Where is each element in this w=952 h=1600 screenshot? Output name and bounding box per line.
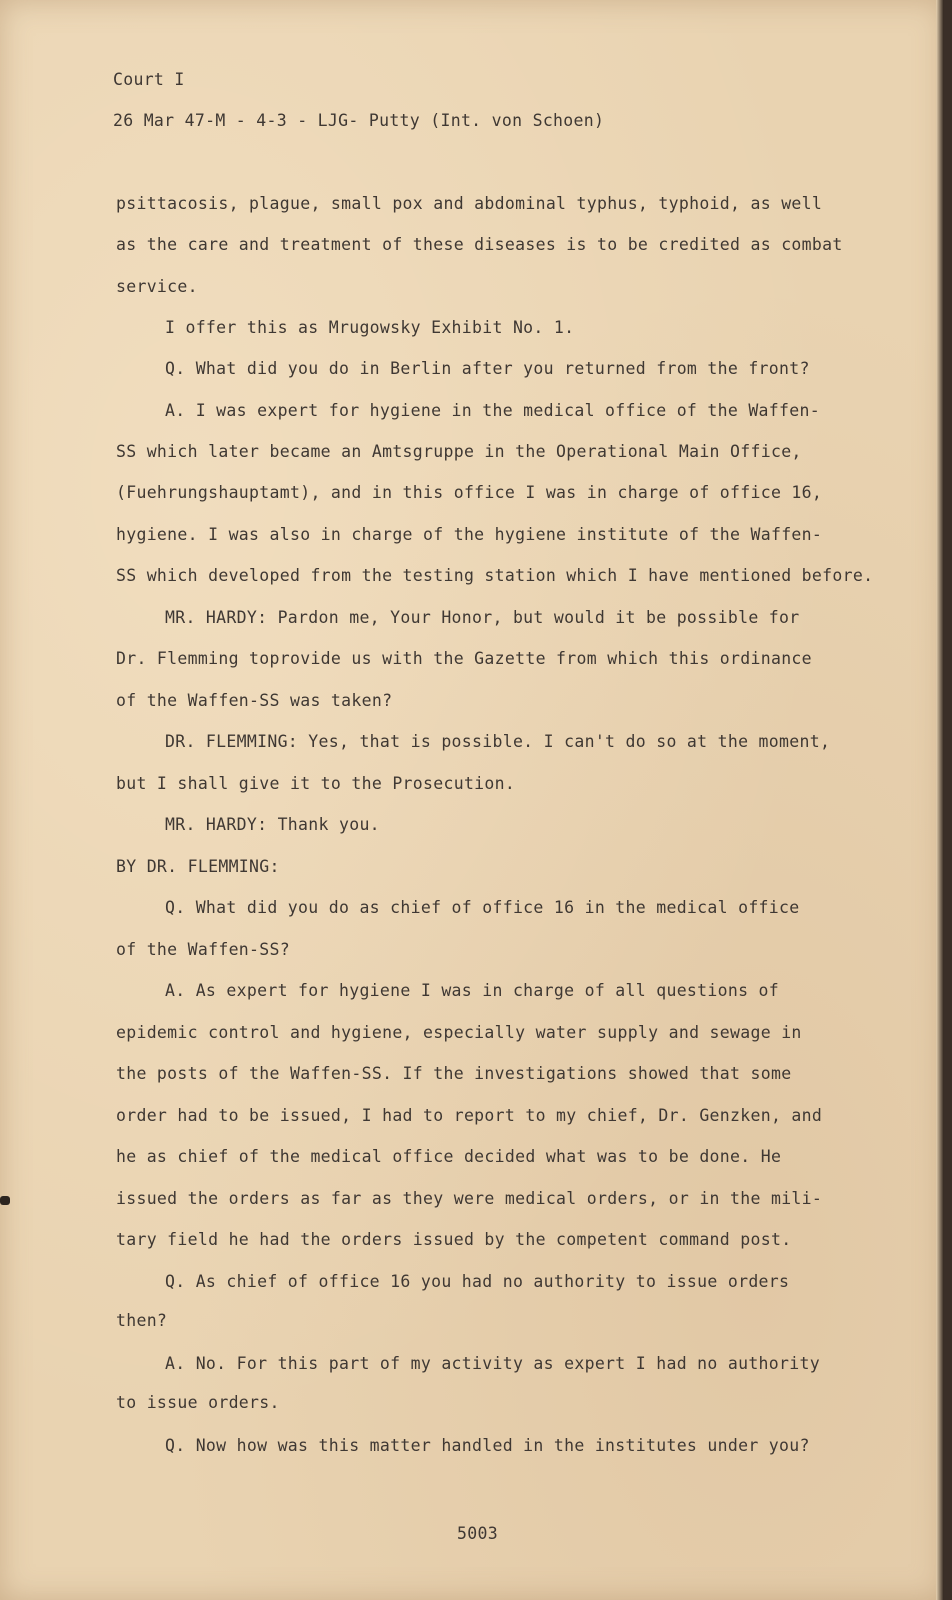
binding-mark	[0, 1196, 10, 1205]
question-line: Q. What did you do as chief of office 16 in the medical office	[165, 898, 800, 917]
text-line: SS which developed from the testing station which I have mentioned before.	[116, 566, 874, 585]
text-line: epidemic control and hygiene, especially water supply and sewage in	[116, 1023, 802, 1042]
speaker-line: MR. HARDY: Thank you.	[165, 815, 380, 834]
text-line: SS which later became an Amtsgruppe in the Operational Main Office,	[116, 442, 802, 461]
text-line: then?	[116, 1311, 168, 1330]
answer-line: A. No. For this part of my activity as expert I had no authority	[165, 1354, 820, 1373]
answer-line: A. As expert for hygiene I was in charge of all questions of	[165, 981, 780, 1000]
text-line: hygiene. I was also in charge of the hygiene institute of the Waffen-	[116, 525, 823, 544]
text-line: he as chief of the medical office decided what was to be done. He	[116, 1147, 782, 1166]
text-line: order had to be issued, I had to report to my chief, Dr. Genzken, and	[116, 1106, 823, 1125]
page-edge	[936, 0, 944, 1600]
text-line: to issue orders.	[116, 1393, 280, 1412]
speaker-line: DR. FLEMMING: Yes, that is possible. I can't do so at the moment,	[165, 732, 831, 751]
page-number: 5003	[457, 1524, 498, 1543]
text-line: tary field he had the orders issued by the competent command post.	[116, 1230, 792, 1249]
text-line: service.	[116, 277, 198, 296]
text-line: of the Waffen-SS was taken?	[116, 691, 393, 710]
text-line: of the Waffen-SS?	[116, 940, 290, 959]
text-line: but I shall give it to the Prosecution.	[116, 774, 516, 793]
examination-heading: BY DR. FLEMMING:	[116, 857, 280, 876]
text-line: Dr. Flemming toprovide us with the Gazette from which this ordinance	[116, 649, 812, 668]
text-line: the posts of the Waffen-SS. If the investigations showed that some	[116, 1064, 792, 1083]
text-line: psittacosis, plague, small pox and abdominal typhus, typhoid, as well	[116, 194, 823, 213]
speaker-line: MR. HARDY: Pardon me, Your Honor, but would it be possible for	[165, 608, 800, 627]
question-line: Q. What did you do in Berlin after you returned from the front?	[165, 359, 810, 378]
text-line: issued the orders as far as they were medical orders, or in the mili-	[116, 1189, 823, 1208]
session-line: 26 Mar 47-M - 4-3 - LJG- Putty (Int. von Schoen)	[113, 111, 605, 130]
question-line: Q. Now how was this matter handled in the institutes under you?	[165, 1436, 810, 1455]
text-line: as the care and treatment of these diseases is to be credited as combat	[116, 235, 843, 254]
question-line: Q. As chief of office 16 you had no authority to issue orders	[165, 1272, 790, 1291]
court-label: Court I	[113, 70, 185, 89]
answer-line: A. I was expert for hygiene in the medical office of the Waffen-	[165, 401, 820, 420]
text-line: I offer this as Mrugowsky Exhibit No. 1.	[165, 318, 575, 337]
text-line: (Fuehrungshauptamt), and in this office I was in charge of office 16,	[116, 483, 823, 502]
